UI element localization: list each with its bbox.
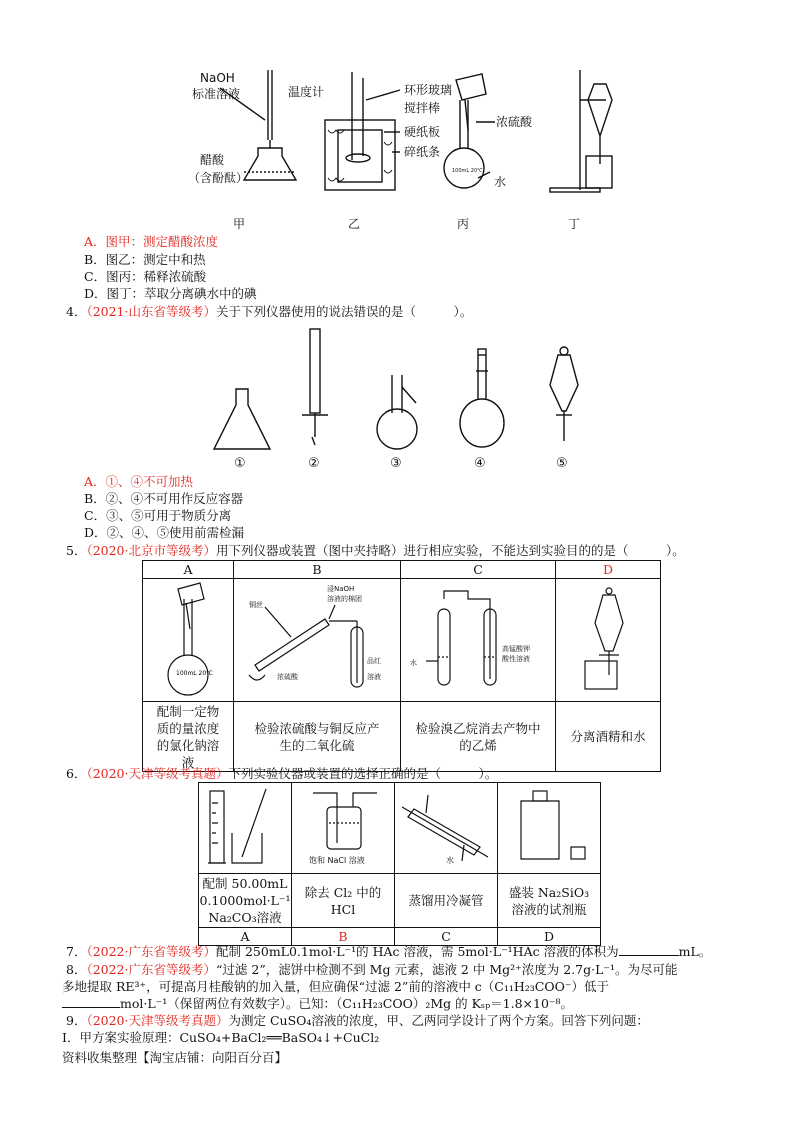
q3-option-c: C．图丙：稀释浓硫酸	[84, 269, 207, 284]
q6-figure-c	[395, 783, 498, 874]
q5-cell-b	[234, 702, 401, 772]
distillation-flask	[377, 375, 417, 449]
instrument-label-3: ③	[390, 456, 402, 471]
q6-number: 6．	[66, 766, 87, 781]
label-thermometer: 温度计	[288, 85, 325, 99]
q4-option-d: D．②、④、⑤使用前需检漏	[84, 525, 245, 540]
condenser-tube	[396, 783, 496, 869]
q3-option-d: D．图丁：萃取分离碘水中的碘	[84, 286, 257, 301]
q9-number: 9．	[66, 1013, 87, 1028]
question-8-line3	[62, 996, 573, 1012]
q4-text: 关于下列仪器使用的说法错误的是（ ）。	[216, 304, 473, 319]
q5-figure-d	[556, 579, 661, 702]
q6-cell-a-line1: 配制 50.00mL	[202, 876, 288, 891]
q6-footer-d: D	[498, 928, 601, 946]
copper-sulfuric-apparatus	[235, 579, 399, 697]
q5-cell-a-line2: 质的量浓度	[156, 720, 220, 736]
q6-footer-c: C	[395, 928, 498, 946]
label-standard-solution: 标准溶液	[192, 87, 241, 101]
caption-yi: 乙	[348, 217, 361, 231]
q5-cell-a	[143, 702, 234, 772]
q6-text: 下列实验仪器或装置的选择正确的是（ ）。	[228, 766, 498, 781]
q5-cell-a-line3: 的氯化钠溶	[156, 737, 220, 753]
instrument-label-2: ②	[308, 456, 320, 471]
ethylene-test-apparatus	[402, 579, 554, 697]
instrument-label-5: ⑤	[556, 456, 568, 471]
apparatus-figure-top	[160, 60, 630, 235]
q6-footer-a: A	[199, 928, 292, 946]
conical-flask	[214, 389, 270, 449]
q5-cell-b-line2: 生的二氧化硫	[279, 737, 355, 753]
label-hardboard: 硬纸板	[404, 125, 441, 139]
q6-cell-a-line2: 0.1000mol·L⁻¹	[199, 893, 291, 908]
q8-number: 8．	[66, 962, 87, 977]
q6-cell-b	[292, 874, 395, 928]
label-ring-glass: 环形玻璃	[404, 83, 453, 97]
q3-option-a: A．图甲：测定醋酸浓度	[84, 234, 219, 249]
label-phenolphthalein: （含酚酞）	[188, 171, 249, 185]
q4-source: （2021·山东省等级考）	[86, 304, 216, 319]
q6-cell-d-line2: 溶液的试剂瓶	[511, 901, 587, 917]
label-conc-acid: 浓硫酸	[277, 673, 298, 681]
label-paper-scraps: 碎纸条	[404, 145, 441, 159]
q6-cell-c-line1: 蒸馏用冷凝管	[408, 893, 484, 908]
label-conc-sulfuric: 浓硫酸	[496, 115, 533, 129]
q5-cell-a-line1: 配制一定物	[156, 703, 220, 719]
instrument-label-4: ④	[474, 456, 486, 471]
q4-option-b: B．②、④不可用作反应容器	[84, 491, 244, 506]
q3-option-b: B．图乙：测定中和热	[84, 252, 206, 267]
q6-figure-b	[292, 783, 395, 874]
q5-cell-c-line1: 检验溴乙烷消去产物中	[415, 720, 541, 736]
q6-cell-d	[498, 874, 601, 928]
q4-option-a: A．①、④不可加热	[84, 474, 194, 489]
q5-cell-d	[556, 702, 661, 772]
label-water: 水	[494, 175, 507, 189]
q6-cell-a	[199, 874, 292, 928]
q6-figure-d	[498, 783, 601, 874]
q5-cell-b-line1: 检验浓硫酸与铜反应产	[254, 720, 380, 736]
label-stirring-rod: 搅拌棒	[404, 101, 441, 115]
q6-figure-a	[199, 783, 292, 874]
q7-number: 7．	[66, 944, 87, 959]
page-footer: 资料收集整理【淘宝店铺：向阳百分百】	[62, 1050, 288, 1065]
q4-option-c: C．③、⑤可用于物质分离	[84, 508, 232, 523]
label-sat-nacl: 饱和 NaCl 溶液	[309, 856, 365, 865]
label-acetic-acid: 醋酸	[200, 153, 225, 167]
question-9-stem	[66, 1013, 649, 1029]
caption-jia: 甲	[233, 217, 246, 231]
label-flask-mark: 100mL 20℃	[452, 168, 483, 174]
q5-text: 用下列仪器或装置（图中夹持略）进行相应实验，不能达到实验目的的是（ ）。	[216, 543, 685, 558]
q5-header-b: B	[234, 561, 401, 579]
label-copper-wire: 铜丝	[249, 601, 263, 609]
volumetric-flask	[460, 349, 504, 447]
flask-mark-label: 100mL 20℃	[176, 670, 213, 677]
instrument-label-1: ①	[234, 456, 246, 471]
q6-cell-a-line3: Na₂CO₃溶液	[208, 910, 282, 925]
question-4-stem	[66, 304, 472, 320]
q5-header-d: D	[556, 561, 661, 579]
q6-footer-b: B	[292, 928, 395, 946]
q5-cell-a-line4: 液	[181, 754, 195, 770]
q4-instrument-figure	[200, 325, 620, 473]
question-8-line2: 多地提取 RE³⁺，可提高月桂酸钠的加入量，但应确保“过滤 2”前的溶液中 c（C₁₁H₂₃COO⁻）低于	[62, 979, 609, 994]
graduated-cylinder-glass-rod	[200, 783, 290, 869]
label-water-c: 水	[410, 659, 417, 667]
q5-figure-b	[234, 579, 401, 702]
q9-text: 为测定 CuSO₄溶液的浓度，甲、乙两同学设计了两个方案。回答下列问题：	[228, 1013, 649, 1028]
label-permanganate: 高锰酸钾	[502, 645, 530, 653]
q5-cell-c-line2: 的乙烯	[459, 737, 497, 753]
q7-source: （2022·广东省等级考）	[86, 944, 216, 959]
label-naoh: NaOH	[200, 71, 235, 85]
separatory-funnel	[550, 347, 578, 441]
label-soaked-naoh: 浸NaOH	[327, 585, 355, 593]
q5-cell-c	[401, 702, 556, 772]
q6-table	[198, 782, 601, 946]
calorimeter-apparatus	[325, 72, 400, 190]
question-9-sub1: Ⅰ．甲方案实验原理：CuSO₄+BaCl₂══BaSO₄↓+CuCl₂	[62, 1030, 380, 1045]
q7-text-a: 配制 250mL0.1mol·L⁻¹的 HAc 溶液，需 5mol·L⁻¹HAc 溶液的体积为	[216, 944, 619, 959]
question-5-stem	[66, 543, 685, 559]
q7-answer-blank[interactable]	[619, 955, 679, 956]
q4-number: 4．	[66, 304, 87, 319]
gas-washing-bottle	[293, 783, 393, 869]
volumetric-flask-transfer	[144, 579, 232, 697]
label-cotton: 溶液的棉团	[327, 595, 362, 603]
question-7	[66, 944, 711, 960]
q5-figure-c	[401, 579, 556, 702]
q8-text-1: “过滤 2”，滤饼中检测不到 Mg 元素，滤液 2 中 Mg²⁺浓度为 2.7g·L⁻¹。为尽可能	[216, 962, 678, 977]
caption-bing: 丙	[457, 217, 470, 231]
q6-cell-c	[395, 874, 498, 928]
q5-source: （2020·北京市等级考）	[86, 543, 216, 558]
q7-text-b: mL。	[678, 944, 712, 959]
separatory-funnel-beaker	[557, 579, 659, 697]
q5-figure-a	[143, 579, 234, 702]
q5-number: 5．	[66, 543, 87, 558]
acid-burette	[302, 329, 328, 445]
label-fuchsin-solution: 溶液	[367, 673, 381, 681]
q8-text-3: mol·L⁻¹（保留两位有效数字）。已知：（C₁₁H₂₃COO）₂Mg 的 Kₛₚ＝1.8×10⁻⁸。	[120, 996, 574, 1011]
q9-source: （2020·天津等级考真题）	[86, 1013, 229, 1028]
q6-cell-b-line1: 除去 Cl₂ 中的 HCl	[304, 884, 382, 917]
caption-ding: 丁	[568, 217, 581, 231]
question-6-stem	[66, 766, 497, 782]
label-acid-solution: 酸性溶液	[502, 655, 530, 663]
separatory-funnel-stand	[550, 70, 612, 192]
question-8-line1	[66, 962, 677, 978]
q5-header-c: C	[401, 561, 556, 579]
label-fuchsin: 品红	[367, 657, 381, 665]
reagent-bottle	[499, 783, 599, 869]
q5-cell-d-line1: 分离酒精和水	[570, 729, 646, 744]
label-water-condenser: 水	[446, 856, 454, 865]
q6-cell-d-line1: 盛装 Na₂SiO₃	[508, 884, 590, 900]
q8-answer-blank[interactable]	[62, 1007, 120, 1008]
q5-header-a: A	[143, 561, 234, 579]
q5-table	[142, 560, 661, 772]
q8-source: （2022·广东省等级考）	[86, 962, 216, 977]
q6-source: （2020·天津等级考真题）	[86, 766, 229, 781]
